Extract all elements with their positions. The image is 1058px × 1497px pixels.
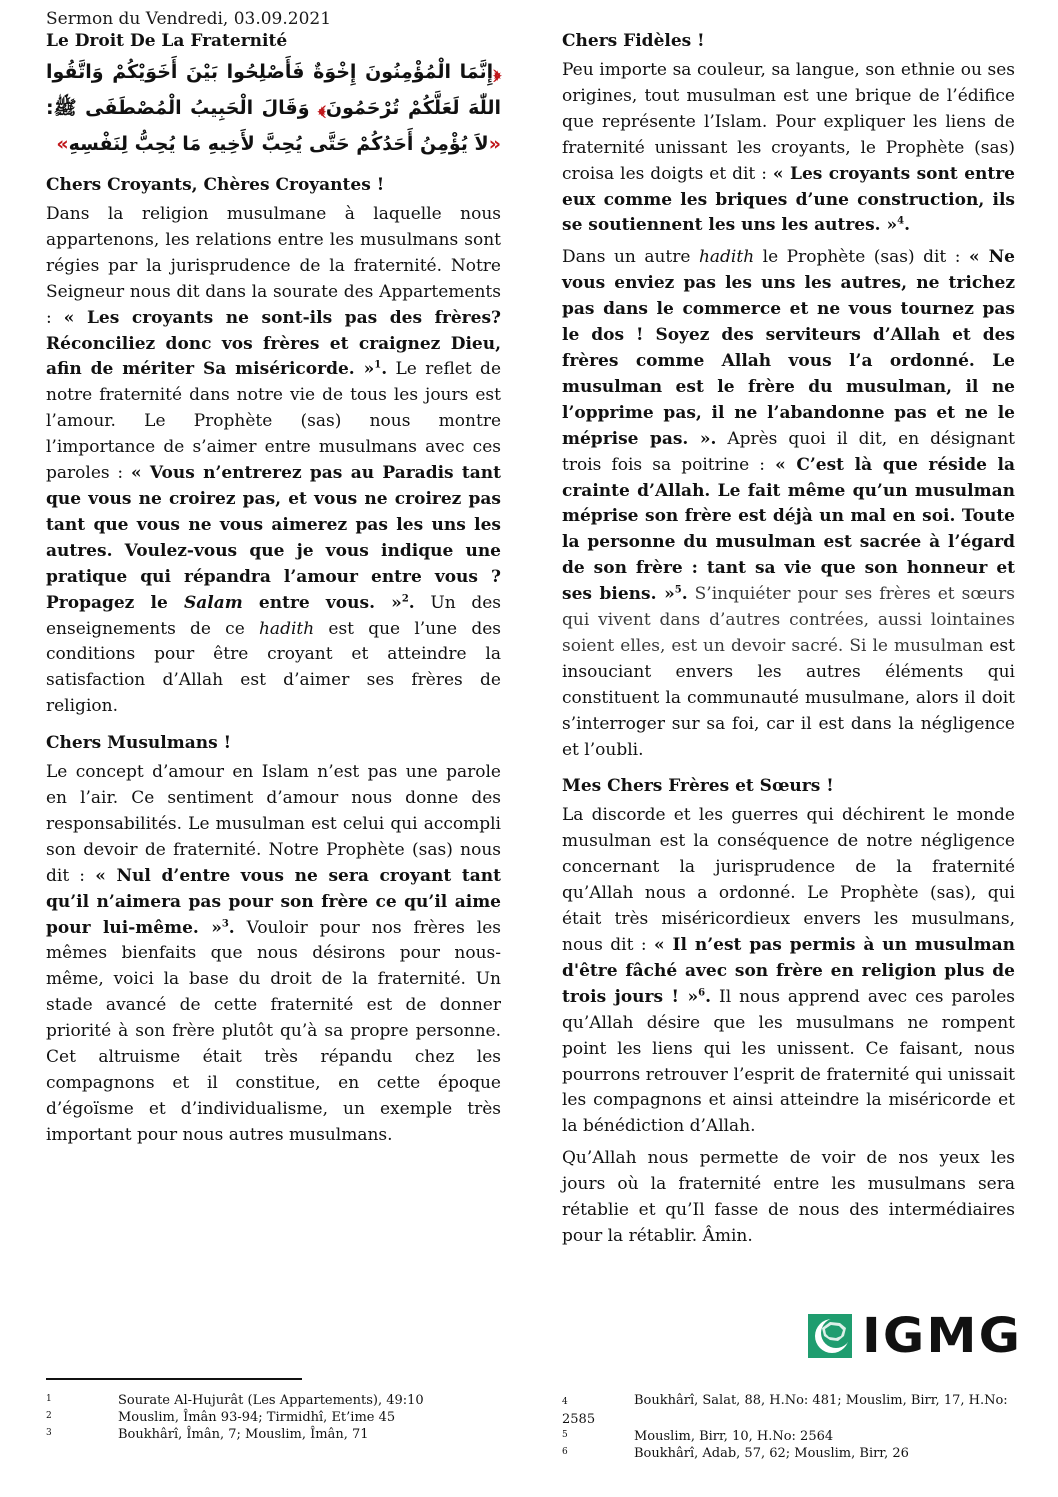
section-heading: Mes Chers Frères et Sœurs !: [562, 776, 834, 797]
text-run: est insouciant envers les autres éléments qui constituent la communauté musulmane, alors il doit s’interroger sur sa foi, car il est dans la négligence et l’oubli.: [562, 635, 1015, 760]
footnote-text: Mouslim, Birr, 10, H.No: 2564: [634, 1429, 834, 1444]
quote-bold: « Ne vous enviez pas les uns les autres, ne trichez pas dans le commerce et ne vous tournez pas le dos ! Soyez des serviteurs d’Allah et des frères comme Allah vous l’a ordonné. Le musulman est le frère du musulman, il ne l’opprime pas, il ne l’abandonne pas et ne le méprise pas. »: [562, 247, 1015, 449]
footnote-ref[interactable]: 1: [374, 359, 382, 371]
footnote: [46, 1426, 506, 1443]
arabic-verse-block: [46, 54, 501, 162]
footnote-number: 5: [562, 1430, 568, 1440]
quote-bold: « Les croyants sont entre eux comme les briques d’une construction, ils se soutiennent les uns les autres. »: [562, 163, 1015, 236]
text-run: est que l’une des conditions pour être croyant et atteindre la satisfaction d’Allah est d’aimer ses frères de religion.: [46, 618, 502, 717]
footnote-text: Boukhârî, Îmân, 7; Mouslim, Îmân, 71: [118, 1427, 369, 1442]
footnote-number: 2: [46, 1411, 52, 1421]
section-heading: Chers Musulmans !: [46, 733, 232, 754]
paragraph: [562, 1146, 1015, 1250]
text-run: .: [705, 986, 711, 1007]
arabic-verse: إِنَّمَا الْمُؤْمِنُونَ إِخْوَةٌ فَأَصْلِحُوا بَيْنَ أَخَوَيْكُمْ وَاتَّقُوا اللّٰهَ لَعَلَّكُمْ تُرْحَمُونَ: [46, 61, 502, 119]
footnote-number: 4: [562, 1397, 568, 1407]
footnote-number: 3: [46, 1428, 52, 1438]
footnotes-left: [46, 1392, 506, 1443]
section-heading: Chers Croyants, Chères Croyantes !: [46, 175, 385, 195]
paragraph: [562, 245, 1015, 763]
text-run: .: [904, 215, 911, 236]
hadith-open-ornament: «: [488, 133, 501, 155]
text-run: Le reflet de notre fraternité dans notre vie de tous les jours est l’amour. Le Prophète (sas) nous montre l’importance de s’aimer entre musulmans avec ces paroles :: [46, 359, 501, 484]
text-run: Après quoi il dit, en désignant trois fois sa poitrine :: [562, 428, 1015, 475]
italic-term: hadith: [698, 247, 755, 268]
text-run: Il nous apprend avec ces paroles qu’Allah désire que les musulmans ne rompent point les liens qui les unissent. Ce faisant, nous pourrons retrouver l’esprit de fraternité qui unissait les compagnons et ainsi atteindre la miséricorde et la bénédiction d’Allah.: [562, 986, 1015, 1137]
section-heading: Chers Fidèles !: [562, 31, 705, 51]
text-run: .: [228, 917, 235, 938]
footnote: [562, 1392, 1022, 1428]
text-run: Vouloir pour nos frères les mêmes bienfaits que nous désirons pour nous-même, voici la base du droit de la fraternité. Un stade avancé de cette fraternité est de donner priorité à son frère plutôt qu’à sa propre personne. Cet altruisme était très répandu chez les compagnons et il constitue, en cette époque d’égoïsme et d’individualisme, un exemple très important pour nous autres musulmans.: [46, 917, 501, 1145]
quote-bold: « Vous n’entrerez pas au Paradis tant que vous ne croirez pas, et vous ne croirez pas tant que vous ne vous aimerez pas les uns les autres. Voulez-vous que je vous indique une pratique qui répandra l’amour entre vous ? Propagez le: [46, 463, 502, 613]
footnote-ref[interactable]: 2: [401, 592, 409, 604]
arabic-intro: وَقَالَ الْحَبِيبُ الْمُصْطَفَى ﷺ:: [46, 97, 319, 119]
logo-wordmark: IGMG: [862, 1307, 1023, 1364]
text-run: La discorde et les guerres qui déchirent le monde musulman est la conséquence de notre négligence concernant la jurisprudence de la fraternité qu’Allah nous a ordonné. Le Prophète (sas), qui était très miséricordieux envers les musulmans, nous dit :: [562, 805, 1015, 955]
quote-bold: entre vous. »: [242, 592, 402, 613]
footnote-ref[interactable]: 6: [698, 987, 706, 999]
quote-bold: « Il n’est pas permis à un musulman d'être fâché avec son frère en religion plus de trois jours ! »: [562, 935, 1016, 1007]
hadith-close-ornament: »: [56, 133, 69, 155]
footnote-number: 6: [562, 1447, 568, 1457]
text-run: Dans la religion musulmane à laquelle nous appartenons, les relations entre les musulmans sont régies par la jurisprudence de la fraternité. Notre Seigneur nous dit dans la sourate des Appartements :: [46, 204, 501, 328]
igmg-logo: [808, 1307, 1023, 1364]
italic-term: hadith: [258, 618, 315, 639]
footnote-text: Boukhârî, Salat, 88, H.No: 481; Mouslim, Birr, 17, H.No: 2585: [562, 1393, 1008, 1427]
text-run: .: [381, 359, 388, 380]
footnote-text: Mouslim, Îmân 93-94; Tirmidhî, Et’ime 45: [118, 1410, 396, 1425]
quran-close-ornament: ﴾: [318, 97, 326, 119]
footnote-text: Boukhârî, Adab, 57, 62; Mouslim, Birr, 26: [634, 1446, 909, 1461]
footnotes-right: [562, 1392, 1022, 1462]
text-run: S’inquiéter pour ses frères et sœurs qui vivent dans d’autres contrées, aussi lointaines soient elles, est un devoir sacré. Si le musulman: [562, 584, 1015, 656]
arabic-hadith: لاَ يُؤْمِنُ أَحَدُكُمْ حَتَّى يُحِبَّ لأَخِيهِ مَا يُحِبُّ لِنَفْسِهِ: [68, 133, 489, 155]
left-column: [46, 0, 501, 1155]
sermon-date-line: Sermon du Vendredi, 03.09.2021: [46, 9, 332, 29]
footnote-ref[interactable]: 3: [221, 917, 229, 929]
text-run: Un des enseignements de ce: [46, 592, 501, 639]
footnote: [562, 1445, 1022, 1462]
text-run: Le concept d’amour en Islam n’est pas une parole en l’air. Ce sentiment d’amour nous donne des responsabilités. Le musulman est celui qui accompli son devoir de fraternité. Notre Prophète (sas) nous dit :: [46, 762, 501, 886]
quote-bold: « Les croyants ne sont-ils pas des frères? Réconciliez donc vos frères et craignez Dieu, afin de mériter Sa miséricorde. »: [46, 307, 501, 380]
footnote-number: 1: [46, 1394, 52, 1404]
quote-bold: « C’est là que réside la crainte d’Allah. Le fait même qu’un musulman méprise son frère est déjà un mal en soi. Toute la personne du musulman est sacrée à l’égard de son frère : tant sa vie que son honneur et ses biens. »: [562, 454, 1015, 605]
paragraph: [46, 760, 501, 1149]
footnote: [46, 1409, 506, 1426]
text-run: Qu’Allah nous permette de voir de nos yeux les jours où la fraternité entre les musulmans sera rétablie et qu’Il fasse de nous des intermédiaires pour la rétablir. Âmin.: [562, 1148, 1015, 1246]
quran-open-ornament: ﴿: [493, 61, 501, 83]
text-run: Peu importe sa couleur, sa langue, son ethnie ou ses origines, tout musulman est une brique de l’édifice que représente l’Islam. Pour expliquer les liens de fraternité unissant les croyants, le Prophète (sas) croisa les doigts et dit :: [562, 60, 1015, 184]
paragraph: [562, 58, 1015, 239]
text-run: .: [710, 428, 717, 449]
paragraph: [562, 803, 1015, 1140]
quote-bold: « Nul d’entre vous ne sera croyant tant qu’il n’aimera pas pour son frère ce qu’il aime pour lui-même. »: [46, 865, 502, 938]
text-run: .: [408, 592, 415, 613]
footnote-ref[interactable]: 5: [674, 584, 682, 596]
text-run: le Prophète (sas) dit :: [754, 247, 969, 268]
text-run: .: [681, 584, 688, 605]
footnote-text: Sourate Al-Hujurât (Les Appartements), 49:10: [118, 1393, 424, 1408]
sermon-title: Le Droit De La Fraternité: [46, 31, 288, 51]
right-column: [562, 0, 1015, 1256]
footnote-ref[interactable]: 4: [897, 215, 905, 227]
text-run: Dans un autre: [562, 247, 699, 268]
footnote-separator: [46, 1378, 302, 1380]
italic-term: Salam: [183, 592, 243, 613]
crescent-globe-icon: [808, 1314, 852, 1358]
paragraph: [46, 202, 501, 720]
footnote: [46, 1392, 506, 1409]
footnote: [562, 1428, 1022, 1445]
